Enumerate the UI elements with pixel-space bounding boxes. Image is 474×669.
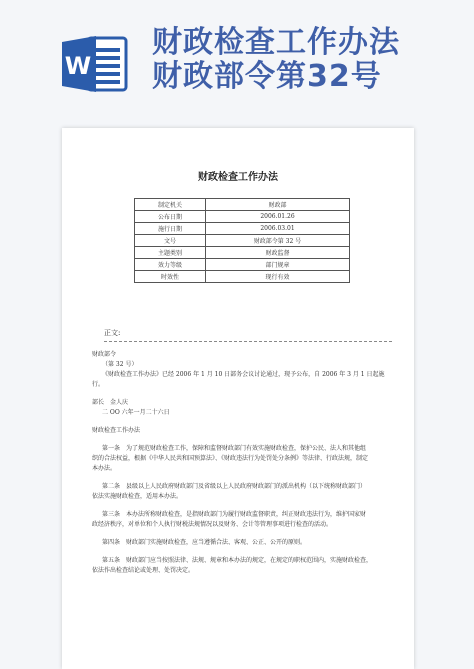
banner-title-line1: 财政检查工作办法 — [152, 25, 400, 60]
document-page — [62, 128, 414, 669]
paragraph: 部长 金人庆 — [92, 399, 129, 406]
paragraph: 财政部令 — [92, 351, 117, 358]
banner-title-line2: 财政部令第32号 — [152, 59, 382, 94]
paragraph: 本办法。 — [92, 465, 117, 472]
paragraph: 织的合法权益，根据《中华人民共和国预算法》、《财政违法行为处罚处分条例》等法律、行政法规，制定 — [92, 455, 369, 462]
paragraph: 二 OO 六年一月二十六日 — [102, 409, 170, 416]
info-table — [134, 198, 350, 283]
divider — [104, 341, 392, 342]
paragraph: （第 32 号） — [102, 361, 138, 368]
table-row: 施行日期 2006.03.01 — [135, 223, 350, 235]
paragraph: 第四条 财政部门实施财政检查，应当遵循合法、客观、公正、公开的原则。 — [102, 539, 307, 546]
header-banner — [0, 0, 474, 118]
word-doc-icon — [62, 34, 128, 94]
table-row: 文号 财政部令第 32 号 — [135, 235, 350, 247]
table-row: 时效性 现行有效 — [135, 271, 350, 283]
paragraph: 第五条 财政部门应当按照法律、法规、规章和本办法的规定，在规定的职权范围内，实施财政检查， — [102, 557, 373, 564]
paragraph: 《财政检查工作办法》已经 2006 年 1 月 10 日部务会议讨论通过，现予公布，自 2006 年 3 月 1 日起施 — [102, 371, 385, 378]
paragraph: 政经济秩序，对单位和个人执行财税法规情况以及财务、会计等管理事项进行检查的活动。 — [92, 521, 333, 528]
table-row: 制定机关 财政部 — [135, 199, 350, 211]
paragraph: 第一条 为了规范财政检查工作，保障和监督财政部门有效实施财政检查，保护公民、法人和其他组 — [102, 445, 367, 452]
table-row: 主题类别 财政监督 — [135, 247, 350, 259]
document-body — [92, 350, 398, 576]
paragraph: 依法作出检查结论或处理、处罚决定。 — [92, 567, 195, 574]
paragraph: 第二条 县级以上人民政府财政部门及省级以上人民政府财政部门的派出机构（以下统称财政部门） — [102, 483, 367, 490]
paragraph: 行。 — [92, 381, 105, 388]
paragraph: 第三条 本办法所称财政检查，是指财政部门为履行财政监督职责，纠正财政违法行为，维护国家财 — [102, 511, 367, 518]
banner-title — [152, 26, 400, 94]
table-row: 效力等级 部门规章 — [135, 259, 350, 271]
table-row: 公布日期 2006.01.26 — [135, 211, 350, 223]
word-letter: W — [64, 52, 92, 80]
document-title: 财政检查工作办法 — [198, 172, 278, 183]
paragraph: 财政检查工作办法 — [92, 427, 141, 434]
paragraph: 依法实施财政检查，适用本办法。 — [92, 493, 183, 500]
body-label: 正文: — [104, 329, 121, 337]
